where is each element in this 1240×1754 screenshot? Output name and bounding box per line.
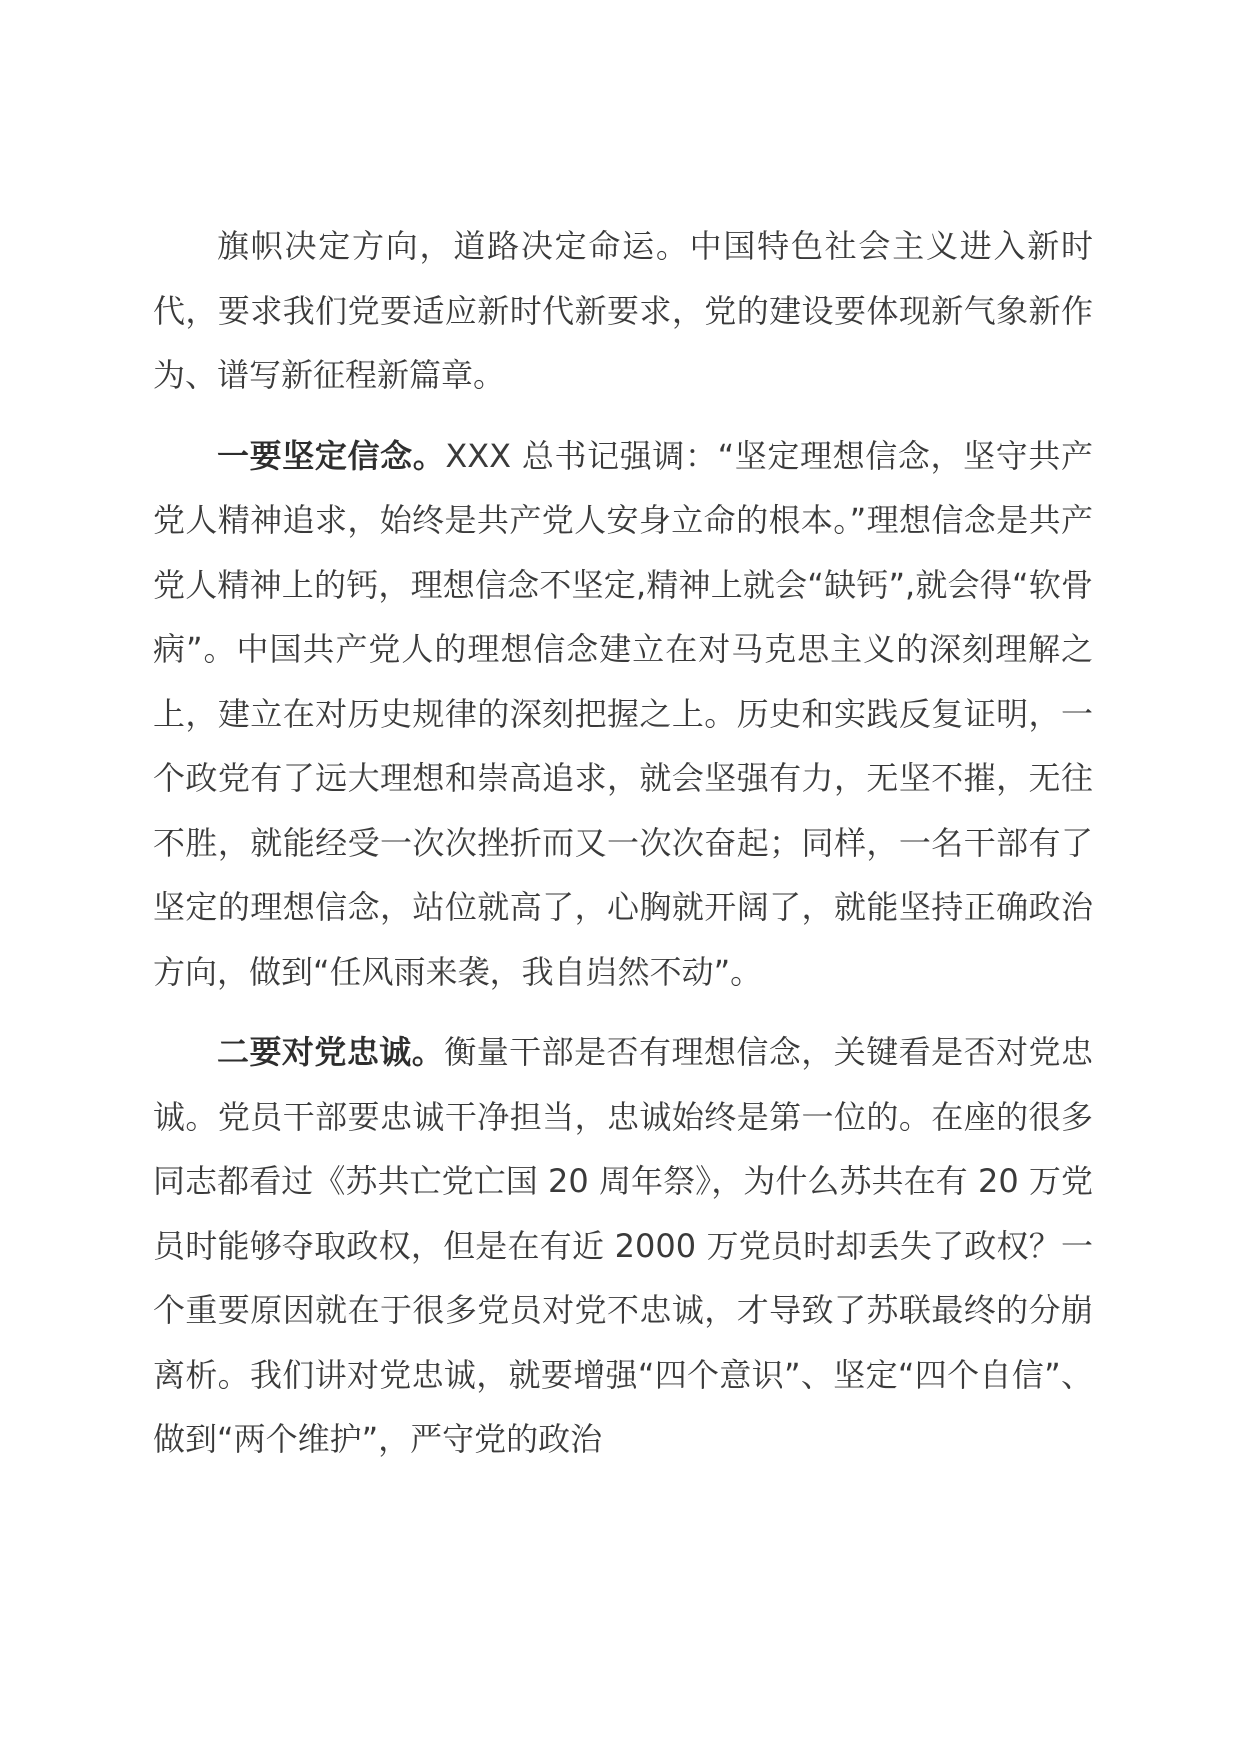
- paragraph-heading: 一要坚定信念。: [217, 436, 446, 475]
- paragraph-loyalty: [153, 1020, 1093, 1472]
- paragraph-intro: [153, 214, 1093, 408]
- document-body: [153, 214, 1093, 1472]
- paragraph-heading: 二要对党忠诚。: [217, 1033, 445, 1071]
- paragraph-firm-belief: [153, 424, 1093, 1005]
- paragraph-text: XXX 总书记强调：“坚定理想信念，坚守共产党人精神追求，始终是共产党人安身立命的根本。”理想信念是共产党人精神上的钙，理想信念不坚定,精神上就会“缺钙”,就会得“软骨病”。中国共产党人的理想信念建立在对马克思主义的深刻理解之上，建立在对历史规律的深刻把握之上。历史和实践反复证明，一个政党有了远大理想和崇高追求，就会坚强有力，无坚不摧，无往不胜，就能经受一次次挫折而又一次次奋起；同样，一名干部有了坚定的理想信念，站位就高了，心胸就开阔了，就能坚持正确政治方向，做到“任风雨来袭，我自岿然不动”。: [153, 436, 1093, 991]
- paragraph-text: 旗帜决定方向，道路决定命运。中国特色社会主义进入新时代，要求我们党要适应新时代新要求，党的建设要体现新气象新作为、谱写新征程新篇章。: [153, 227, 1093, 394]
- paragraph-text: 衡量干部是否有理想信念，关键看是否对党忠诚。党员干部要忠诚干净担当，忠诚始终是第一位的。在座的很多同志都看过《苏共亡党亡国 20 周年祭》，为什么苏共在有 20 万党员时能够夺取政权，但是在有近 2000 万党员时却丢失了政权？一个重要原因就在于很多党员对党不忠诚，才导致了苏联最终的分崩离析。我们讲对党忠诚，就要增强“四个意识”、坚定“四个自信”、做到“两个维护”，严守党的政治: [153, 1033, 1093, 1458]
